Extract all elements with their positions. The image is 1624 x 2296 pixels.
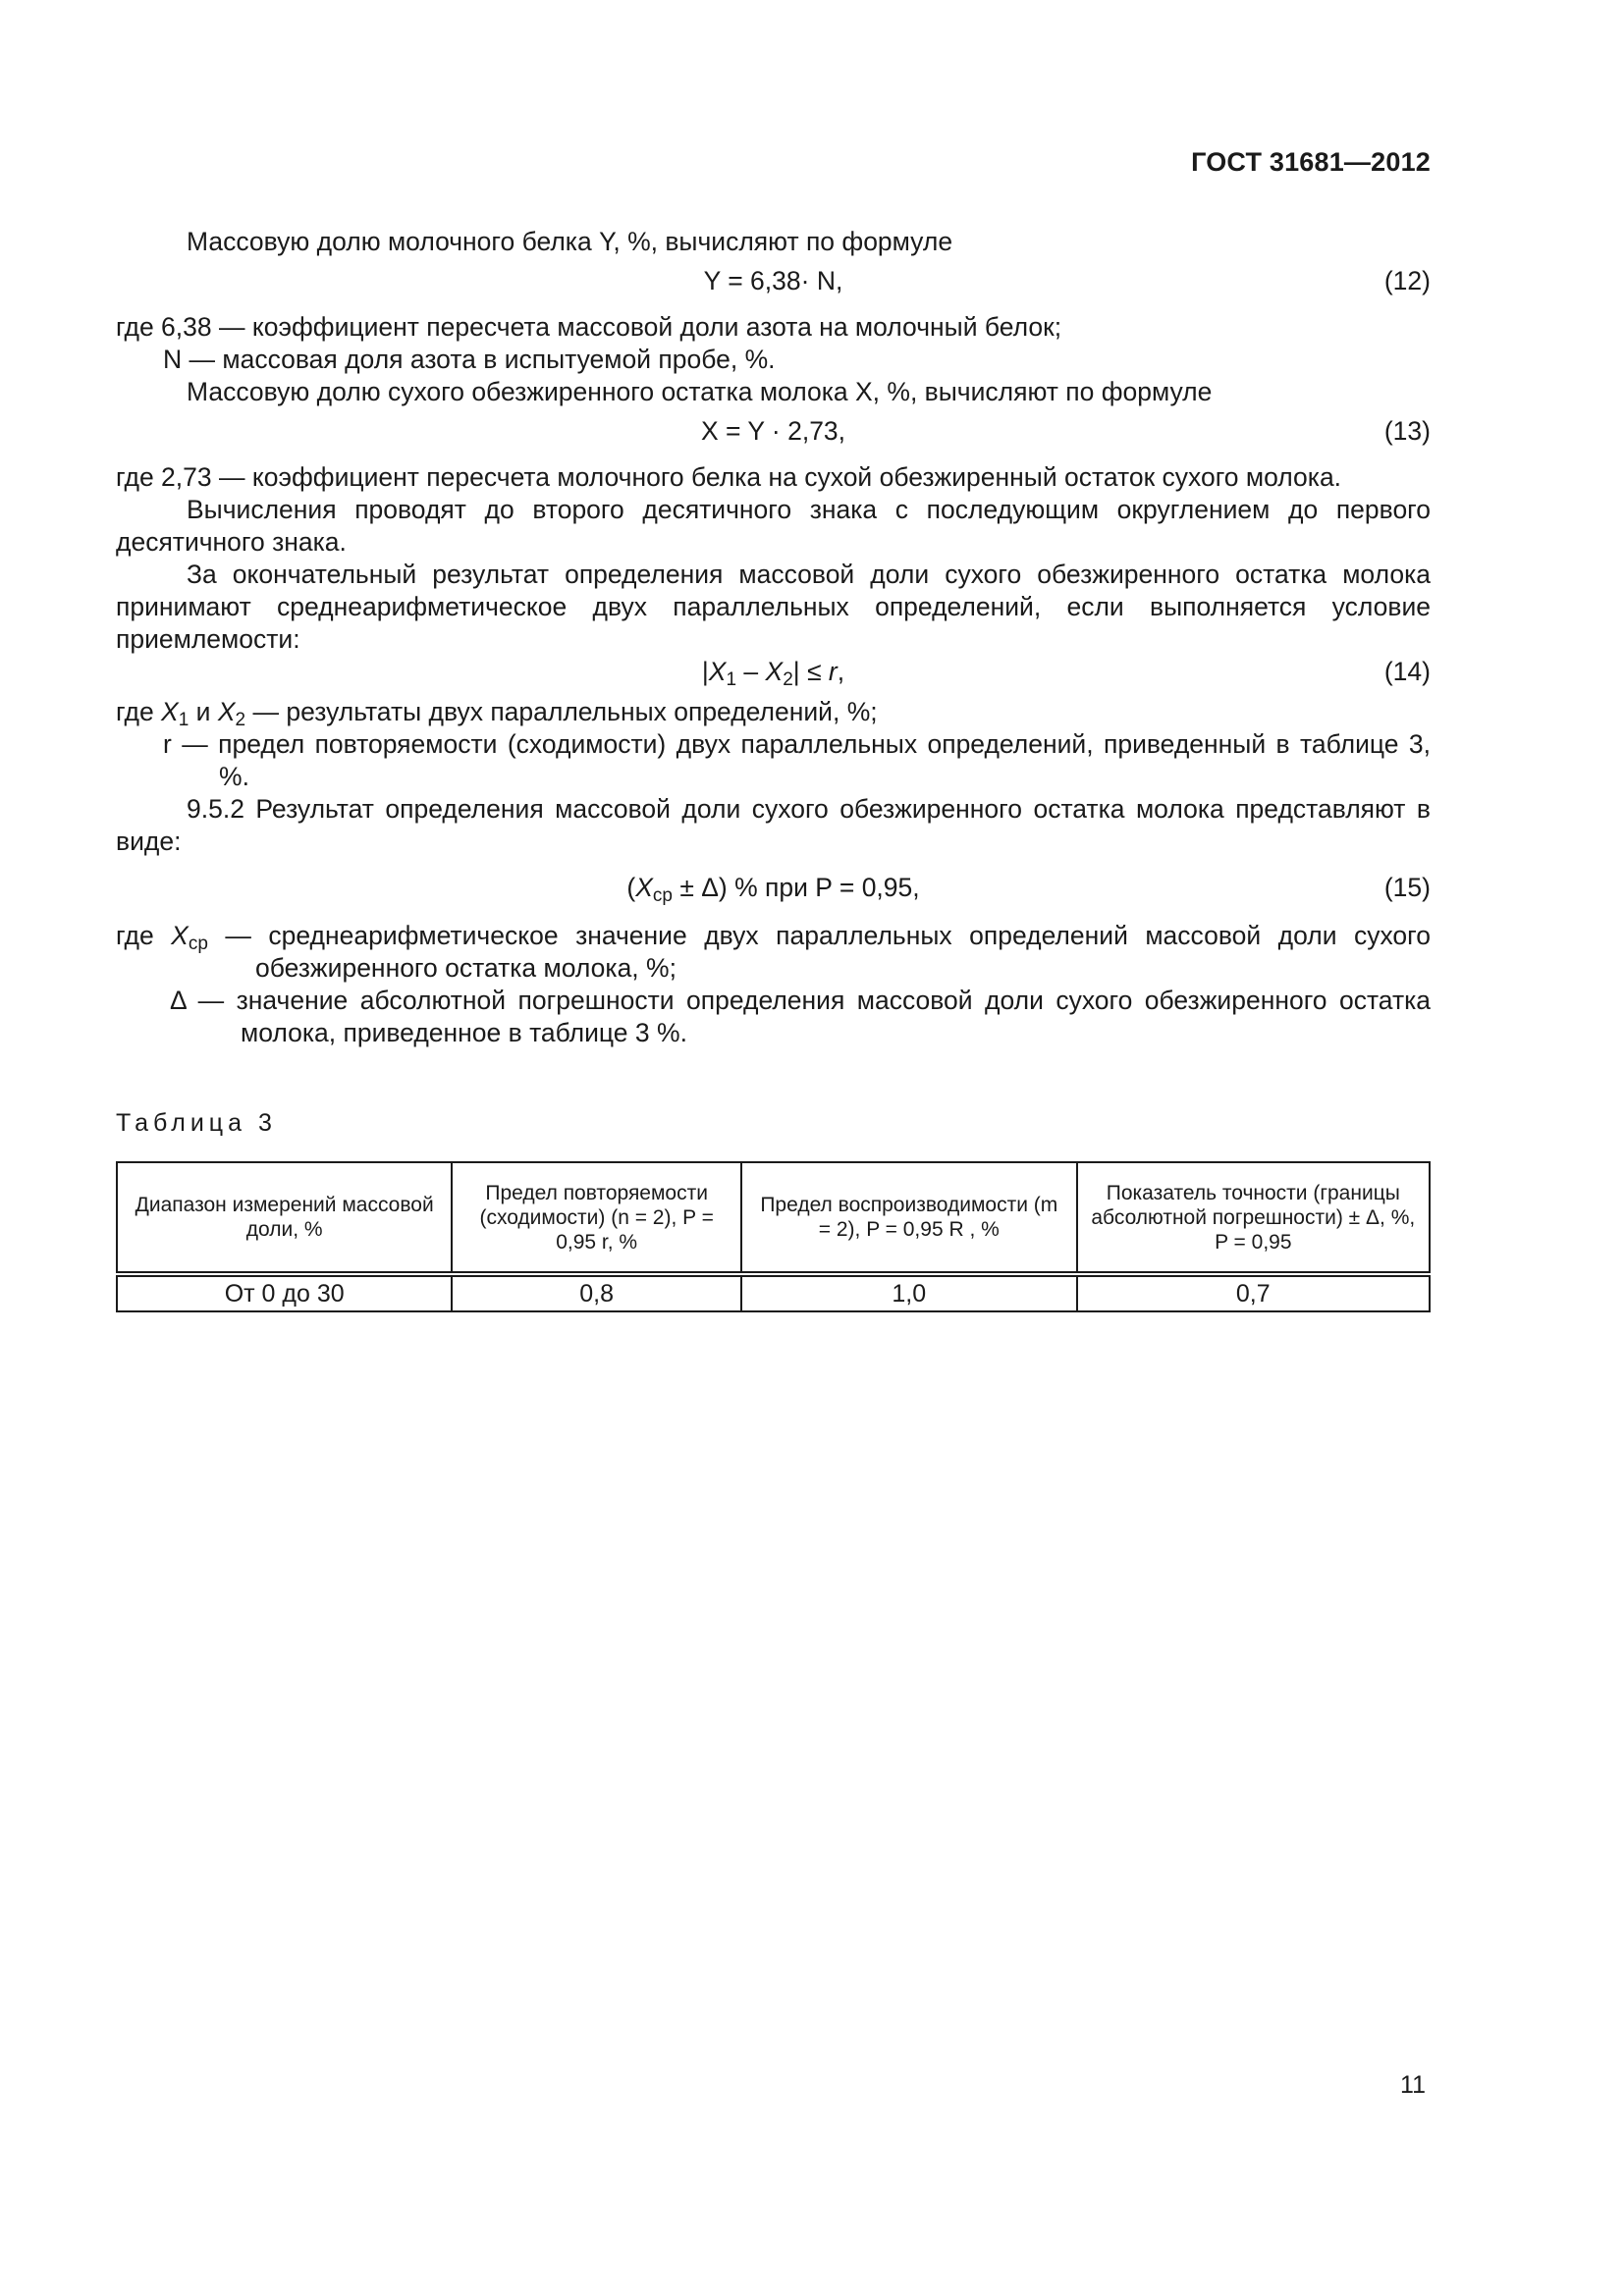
table-cell: 1,0	[741, 1274, 1077, 1311]
table-title: Таблица 3	[116, 1109, 277, 1137]
document-number: ГОСТ 31681—2012	[1191, 147, 1431, 177]
paragraph-final-result: За окончательный результат определения массовой доли сухого обезжиренного остатка молока принимают среднеарифметическое двух параллельных определений, если выполняется условие приемлемости:	[116, 560, 1431, 654]
paragraph-rounding: Вычисления проводят до второго десятичного знака с последующим округлением до первого десятичного знака.	[116, 495, 1431, 557]
paragraph-9-5-2: 9.5.2 Результат определения массовой доли сухого обезжиренного остатка молока представляют в виде:	[116, 794, 1431, 856]
formula-13	[116, 415, 1431, 448]
formula-14-number: (14)	[1383, 657, 1431, 686]
where-Xcp: где $X_{ср}$ — среднеарифметическое значение двух параллельных определений массовой доли сухого обезжиренного остатка молока, %;	[116, 921, 1431, 983]
table-header-cell: Показатель точности (границы абсолютной погрешности) ± Δ, %, P = 0,95	[1077, 1162, 1430, 1274]
table-cell: От 0 до 30	[117, 1274, 452, 1311]
where-2-73: где 2,73 — коэффициент пересчета молочного белка на сухой обезжиренный остаток сухого молока.	[116, 462, 1342, 492]
data-table	[116, 1161, 1431, 1312]
table-cell: 0,7	[1077, 1274, 1430, 1311]
table-header-cell: Предел воспроизводимости (m = 2), P = 0,95 R , %	[741, 1162, 1077, 1274]
formula-15-number: (15)	[1383, 873, 1431, 902]
where-X1-X2-text: — результаты двух параллельных определений, %;	[252, 697, 878, 726]
where-X1-X2: где $X_1$ и $X_2$ — результаты двух параллельных определений, %;	[116, 697, 878, 730]
where-r: r — предел повторяемости (сходимости) двух параллельных определений, приведенный в таблице 3, %.	[163, 729, 1431, 791]
paragraph-protein-intro: Массовую долю молочного белка Y, %, вычисляют по формуле	[187, 227, 953, 256]
where-Xcp-text: — среднеарифметическое значение двух параллельных определений массовой доли сухого обезжиренного остатка молока, %;	[225, 921, 1431, 983]
formula-12	[116, 265, 1431, 297]
table-header-cell: Предел повторяемости (сходимости) (n = 2), P = 0,95 r, %	[452, 1162, 741, 1274]
table-header-row	[117, 1162, 1430, 1274]
where-6-38: где 6,38 — коэффициент пересчета массовой доли азота на молочный белок;	[116, 312, 1062, 342]
formula-12-expression: Y = 6,38· N,	[703, 266, 843, 295]
where-delta: Δ — значение абсолютной погрешности определения массовой доли сухого обезжиренного остатка молока, приведенное в таблице 3 %.	[170, 986, 1431, 1047]
formula-12-number: (12)	[1383, 266, 1431, 295]
formula-15-text: ± Δ) % при P = 0,95,	[679, 873, 920, 902]
formula-14-expression: $|X_1 - X_2| \le r$,	[701, 657, 845, 690]
formula-15	[116, 872, 1431, 904]
formula-14	[116, 656, 1431, 688]
paragraph-dry-residue-intro: Массовую долю сухого обезжиренного остатка молока X, %, вычисляют по формуле	[187, 377, 1213, 406]
formula-13-number: (13)	[1383, 416, 1431, 446]
where-N: N — массовая доля азота в испытуемой пробе, %.	[163, 345, 776, 374]
document-body	[116, 226, 1431, 1049]
page-number: 11	[1400, 2071, 1426, 2099]
table-header-cell: Диапазон измерений массовой доли, %	[117, 1162, 452, 1274]
formula-15-expression: $(X_{ср} \pm \Delta)$ % при P = 0,95,	[626, 873, 920, 906]
table-cell: 0,8	[452, 1274, 741, 1311]
formula-13-expression: X = Y · 2,73,	[700, 416, 846, 446]
table-row	[117, 1274, 1430, 1311]
